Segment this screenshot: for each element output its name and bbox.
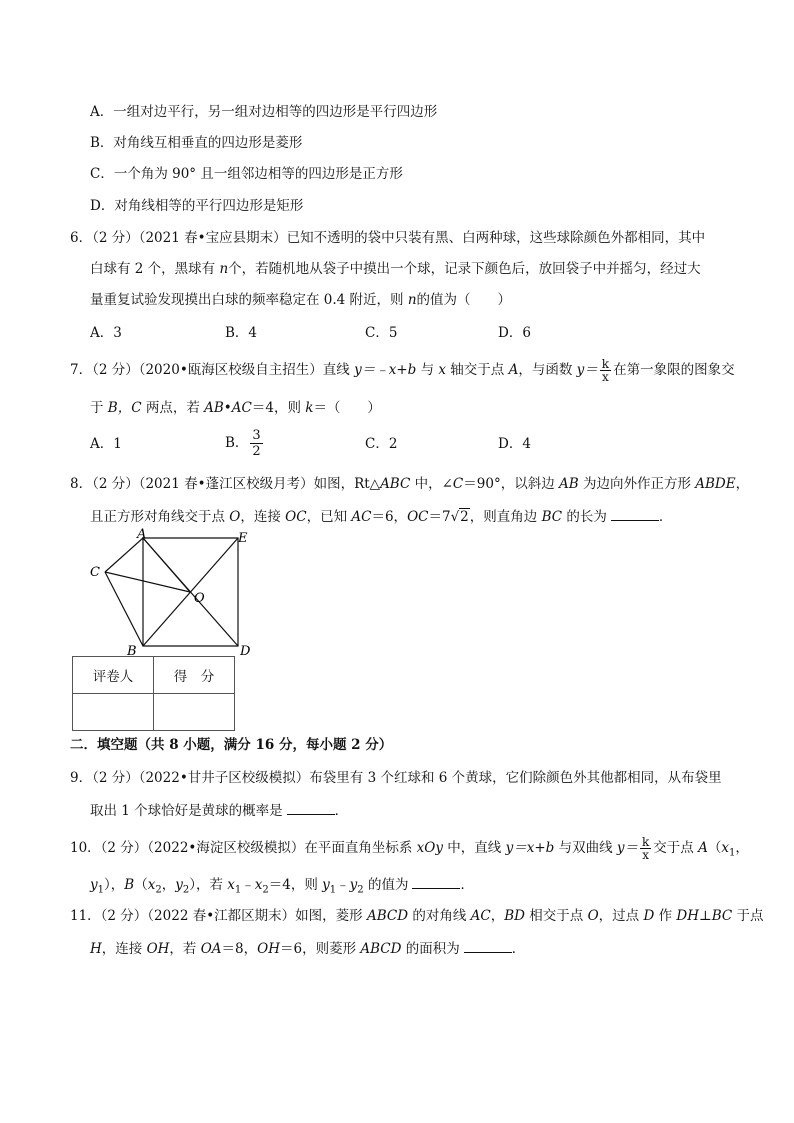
q8-math: BC: [541, 509, 563, 525]
q10-text: 中，直线: [442, 840, 506, 856]
q10-subscript: 1: [728, 847, 736, 859]
q10-math: B: [124, 877, 135, 893]
q7-fraction: [600, 358, 611, 383]
q11-text: 于点: [732, 908, 764, 924]
q8-math: ABDE: [695, 476, 736, 492]
q5-option-c: C．一个角为 90° 且一组邻边相等的四边形是正方形: [90, 166, 403, 182]
q10-subscript: 2: [182, 884, 190, 896]
fraction-denominator: 2: [252, 444, 261, 459]
q8-geometry-figure: [80, 528, 270, 658]
q7-math: k: [305, 400, 314, 416]
q11-text: ＝6，则菱形: [279, 941, 361, 957]
q8-text: 中，∠: [410, 476, 453, 492]
q6-text: 个，若随机地从袋子中摸出一个球，记录下颜色后，放回袋子中并摇匀，经过大: [228, 261, 701, 277]
q8-text: ，已知: [306, 509, 352, 525]
q7-math: B，C: [107, 400, 142, 416]
q8-math: C: [452, 476, 464, 492]
q7-math: A: [508, 362, 519, 378]
score-table-header-grader: 评卷人: [73, 657, 154, 694]
q11-math: OH: [146, 941, 170, 957]
q8-text: ，: [735, 476, 750, 492]
label-e: E: [238, 531, 248, 546]
segment-co: [105, 572, 190, 592]
q7-text: 7．（2 分）（2020•瓯海区校级自主招生）直线: [70, 362, 355, 378]
section-2-heading: 二．填空题（共 8 小题，满分 16 分，每小题 2 分）: [70, 737, 393, 753]
q8-line-1: [70, 474, 749, 494]
q7-text: 于: [90, 400, 108, 416]
q10-math: x: [147, 877, 156, 893]
q6-option-c: C．5: [365, 325, 398, 341]
q11-text: ＝8，: [221, 941, 258, 957]
q10-math: y＝: [616, 840, 639, 856]
segment-ca: [105, 538, 143, 572]
q11-math: BD: [504, 908, 525, 924]
q5-option-d: D．对角线相等的平行四边形是矩形: [90, 198, 304, 214]
answer-blank[interactable]: [412, 874, 460, 889]
q11-math: ABCD: [360, 941, 402, 957]
q7-line-1: [70, 358, 735, 383]
q9-text: 取出 1 个球恰好是黄球的概率是: [90, 803, 283, 819]
q11-line-1: [70, 906, 764, 926]
q8-text: ，则直角边: [469, 509, 542, 525]
answer-blank[interactable]: [287, 800, 335, 815]
q10-text: ，: [161, 877, 176, 893]
q7-text: 在第一象限的图象交: [613, 362, 735, 378]
q10-math: y: [175, 877, 183, 893]
q10-text: ＝4，则: [268, 877, 323, 893]
q8-text: ．: [658, 509, 673, 525]
q11-text: ⊥: [698, 908, 712, 924]
q8-text: ＝7: [428, 509, 451, 525]
q7-text: ＝（ ）: [313, 400, 381, 416]
q7-option-d: D．4: [498, 436, 531, 452]
q10-math: y＝x+b: [505, 840, 555, 856]
q6-line-1: 6．（2 分）（2021 春•宝应县期末）已知不透明的袋中只装有黑、白两种球，这些球除颜色外都相同，其中: [70, 230, 706, 246]
q7-math: x: [438, 362, 447, 378]
q11-line-2: [90, 938, 525, 959]
q11-text: 的对角线: [408, 908, 471, 924]
segment-cb: [105, 572, 143, 646]
q7-text: 两点，若: [141, 400, 205, 416]
q5-option-b: B．对角线互相垂直的四边形是菱形: [90, 135, 303, 151]
fraction-numerator: k: [642, 835, 650, 849]
q10-math: x: [721, 840, 729, 856]
q10-subscript: 1: [329, 884, 337, 896]
q8-math: AB: [559, 476, 579, 492]
q6-option-a: A．3: [90, 325, 122, 341]
q11-text: 作: [654, 908, 677, 924]
q6-text: 量重复试验发现摸出白球的频率稳定在 0.4 附近，则: [90, 292, 408, 308]
q10-line-2: [90, 874, 474, 901]
q6-var-n: n: [407, 292, 417, 308]
q7-option-a: A．1: [90, 436, 122, 452]
q10-math: A: [698, 840, 708, 856]
q7-line-2: [90, 398, 381, 418]
q6-var-n: n: [219, 261, 229, 277]
q10-subscript: 2: [357, 884, 364, 896]
q10-text: ，: [735, 840, 749, 856]
q11-math: OH: [257, 941, 280, 957]
q10-line-1: [70, 836, 749, 864]
q8-math: ABC: [380, 476, 411, 492]
q9-line-1: 9．（2 分）（2022•甘井子区校级模拟）布袋里有 3 个红球和 6 个黄球，它们除颜色外其他都相同，从布袋里: [70, 770, 722, 786]
q10-math: x: [227, 877, 235, 893]
q8-line-2: [90, 506, 672, 527]
q10-text: 与双曲线: [554, 840, 617, 856]
q6-line-3: [90, 290, 511, 310]
q7-math: y＝: [576, 362, 598, 378]
q6-option-d: D．6: [498, 325, 531, 341]
q7-option-b-prefix: B．: [225, 435, 249, 451]
q10-text: （: [707, 840, 722, 856]
q7-option-b-fraction: [250, 428, 262, 459]
q5-option-a: A．一组对边平行，另一组对边相等的四边形是平行四边形: [90, 104, 438, 120]
q10-text: 10．（2 分）（2022•海淀区校级模拟）在平面直角坐标系: [70, 840, 417, 856]
fraction-denominator: x: [602, 370, 609, 384]
q8-text: ＝6，: [371, 509, 408, 525]
q11-math: D: [643, 908, 655, 924]
q8-math: AC: [351, 509, 372, 525]
q7-math: AB•AC: [204, 400, 252, 416]
q7-text: ，与函数: [518, 362, 577, 378]
q11-math: AC: [470, 908, 491, 924]
q8-text: 且正方形对角线交于点: [90, 509, 230, 525]
q10-text: ﹣: [336, 877, 350, 893]
q10-subscript: 2: [155, 884, 162, 896]
q11-math: ABCD: [366, 908, 409, 924]
q7-text: 与: [416, 362, 439, 378]
q6-option-b: B．4: [225, 325, 258, 341]
q8-text: ，连接: [240, 509, 286, 525]
answer-blank[interactable]: [464, 938, 512, 953]
q10-subscript: 1: [234, 884, 242, 896]
sqrt-radicand: 2: [460, 509, 469, 525]
q11-math: BC: [711, 908, 733, 924]
q10-text: ），: [104, 877, 125, 893]
q8-math: OC: [407, 509, 429, 525]
q10-fraction: [640, 836, 651, 861]
score-table: [72, 656, 235, 731]
q10-math: y: [90, 877, 98, 893]
score-table-header-score: 得 分: [154, 657, 235, 694]
label-d: D: [240, 644, 251, 658]
q7-option-c: C．2: [365, 436, 398, 452]
q8-text: 的长为: [562, 509, 607, 525]
q7-option-b: [225, 428, 265, 459]
q10-math: xOy: [416, 840, 443, 856]
segment-cb-inner: [143, 538, 190, 592]
q6-text: 的值为（ ）: [416, 292, 512, 308]
q11-text: 11．（2 分）（2022 春•江都区期末）如图，菱形: [70, 908, 367, 924]
fraction-denominator: x: [642, 848, 650, 862]
q6-line-2: [90, 259, 701, 279]
q10-math: y: [349, 877, 358, 893]
q7-text: 轴交于点: [446, 362, 509, 378]
label-o: O: [194, 591, 205, 606]
answer-blank[interactable]: [611, 506, 659, 521]
label-a: A: [137, 528, 147, 542]
q10-text: 交于点: [653, 840, 699, 856]
q8-text: ＝90°，以斜边: [463, 476, 559, 492]
score-table-cell-score[interactable]: [154, 694, 235, 731]
q8-text: 为边向外作正方形: [578, 476, 696, 492]
q8-math: OC: [285, 509, 307, 525]
label-c: C: [90, 565, 100, 580]
q11-text: ，若: [169, 941, 201, 957]
q9-text: ．: [334, 803, 349, 819]
q11-text: ，连接: [101, 941, 147, 957]
q11-math: OA: [200, 941, 222, 957]
fraction-numerator: 3: [252, 428, 261, 443]
score-table-cell-grader[interactable]: [73, 694, 154, 731]
q10-text: ﹣: [241, 877, 255, 893]
label-b: B: [127, 644, 137, 658]
q10-text: （: [134, 877, 148, 893]
sqrt-sign: √: [450, 509, 460, 525]
q10-text: 的值为: [363, 877, 409, 893]
q11-text: ，: [490, 908, 505, 924]
q11-text: ，过点: [598, 908, 644, 924]
q11-text: ．: [511, 941, 526, 957]
q10-text: ），若: [189, 877, 228, 893]
q7-text: ＝4，则: [251, 400, 306, 416]
q11-text: 相交于点: [524, 908, 588, 924]
q11-text: 的面积为: [401, 941, 460, 957]
q10-math: y: [322, 877, 330, 893]
q10-subscript: 2: [262, 884, 269, 896]
q11-math: H: [90, 941, 102, 957]
q11-math: O: [587, 908, 599, 924]
fraction-numerator: k: [601, 357, 610, 371]
q10-text: ．: [460, 877, 474, 893]
q10-subscript: 1: [97, 884, 105, 896]
q7-math: y＝﹣x+b: [354, 362, 417, 378]
q9-line-2: [90, 800, 348, 821]
q10-math: x: [254, 877, 263, 893]
q6-text: 白球有 2 个，黑球有: [90, 261, 220, 277]
q11-math: DH: [676, 908, 699, 924]
q8-math: O: [229, 509, 241, 525]
q8-text: 8．（2 分）（2021 春•蓬江区校级月考）如图，Rt△: [70, 476, 381, 492]
